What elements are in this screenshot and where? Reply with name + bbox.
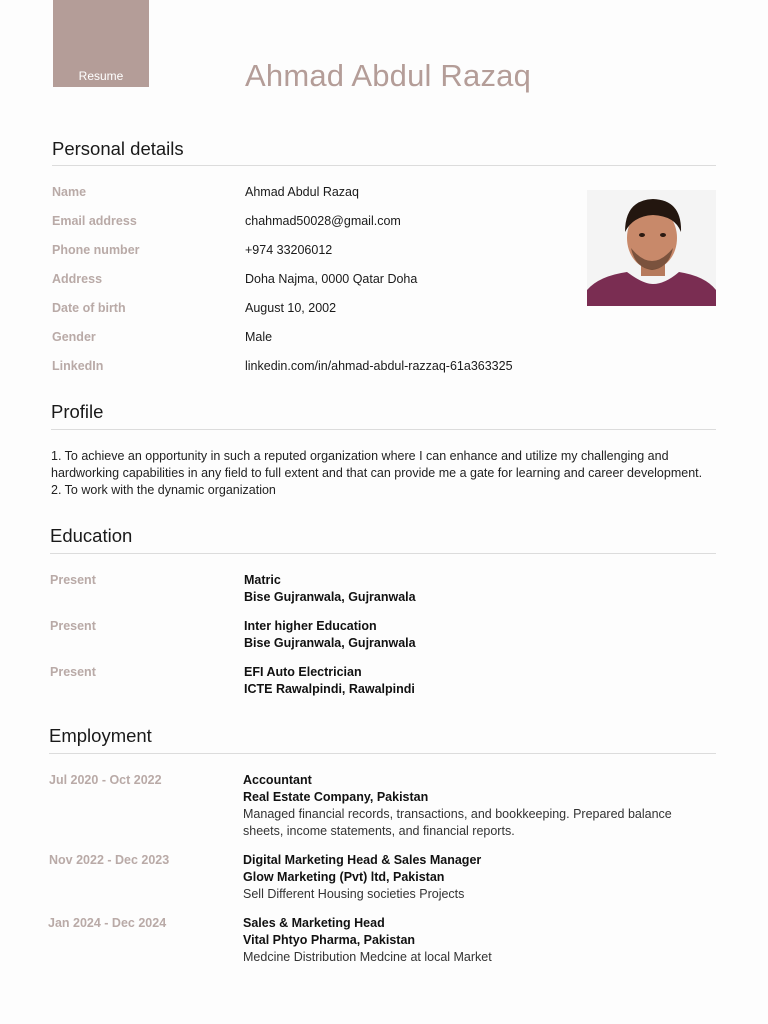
- resume-name-title: Ahmad Abdul Razaq: [245, 58, 532, 93]
- employment-date: Jul 2020 - Oct 2022: [49, 773, 162, 787]
- employment-company: Real Estate Company, Pakistan: [243, 790, 429, 804]
- label-address: Address: [52, 272, 103, 286]
- education-date: Present: [50, 665, 96, 679]
- education-institution: ICTE Rawalpindi, Rawalpindi: [244, 682, 415, 696]
- profile-photo: [587, 190, 716, 306]
- profile-summary: 1. To achieve an opportunity in such a reputed organization where I can enhance and utilize my challenging and hardworking capabilities in any field to full extent and that can provide me a gate for learning and career development. 2. To work with the dynamic organization: [51, 449, 703, 497]
- employment-title: Sales & Marketing Head: [243, 916, 385, 930]
- education-institution: Bise Gujranwala, Gujranwala: [244, 636, 416, 650]
- section-divider: [49, 753, 716, 754]
- profile-heading: Profile: [51, 401, 104, 422]
- value-name: Ahmad Abdul Razaq: [245, 185, 359, 199]
- education-title: Matric: [244, 573, 281, 587]
- education-title: Inter higher Education: [244, 619, 377, 633]
- label-linkedin: LinkedIn: [52, 359, 104, 373]
- label-name: Name: [52, 185, 87, 199]
- employment-heading: Employment: [49, 725, 152, 746]
- employment-date: Nov 2022 - Dec 2023: [49, 853, 170, 867]
- employment-title: Accountant: [243, 773, 312, 787]
- label-email: Email address: [52, 214, 137, 228]
- education-institution: Bise Gujranwala, Gujranwala: [244, 590, 416, 604]
- employment-description: Medcine Distribution Medcine at local Market: [243, 950, 492, 964]
- profile-photo-image: [587, 190, 716, 306]
- value-email: chahmad50028@gmail.com: [245, 214, 401, 228]
- employment-title: Digital Marketing Head & Sales Manager: [243, 853, 482, 867]
- section-divider: [51, 429, 716, 430]
- section-divider: [52, 165, 716, 166]
- employment-company: Glow Marketing (Pvt) ltd, Pakistan: [243, 870, 445, 884]
- resume-tag: [53, 0, 149, 87]
- label-dob: Date of birth: [52, 301, 126, 315]
- employment-company: Vital Phtyo Pharma, Pakistan: [243, 933, 416, 947]
- value-gender: Male: [245, 330, 273, 344]
- education-date: Present: [50, 573, 96, 587]
- education-heading: Education: [50, 525, 133, 546]
- value-phone: +974 33206012: [245, 243, 333, 257]
- value-dob: August 10, 2002: [245, 301, 337, 315]
- employment-description: Managed financial records, transactions, and bookkeeping. Prepared balance sheets, income statements, and financial reports.: [243, 807, 672, 838]
- personal-details-heading: Personal details: [52, 138, 184, 159]
- label-gender: Gender: [52, 330, 96, 344]
- value-address: Doha Najma, 0000 Qatar Doha: [245, 272, 418, 286]
- resume-tag-label: Resume: [78, 69, 124, 83]
- education-title: EFI Auto Electrician: [244, 665, 362, 679]
- label-phone: Phone number: [52, 243, 140, 257]
- education-date: Present: [50, 619, 96, 633]
- value-linkedin: linkedin.com/in/ahmad-abdul-razzaq-61a363325: [245, 359, 513, 373]
- employment-description: Sell Different Housing societies Projects: [243, 887, 465, 901]
- section-divider: [50, 553, 716, 554]
- employment-date: Jan 2024 - Dec 2024: [48, 916, 167, 930]
